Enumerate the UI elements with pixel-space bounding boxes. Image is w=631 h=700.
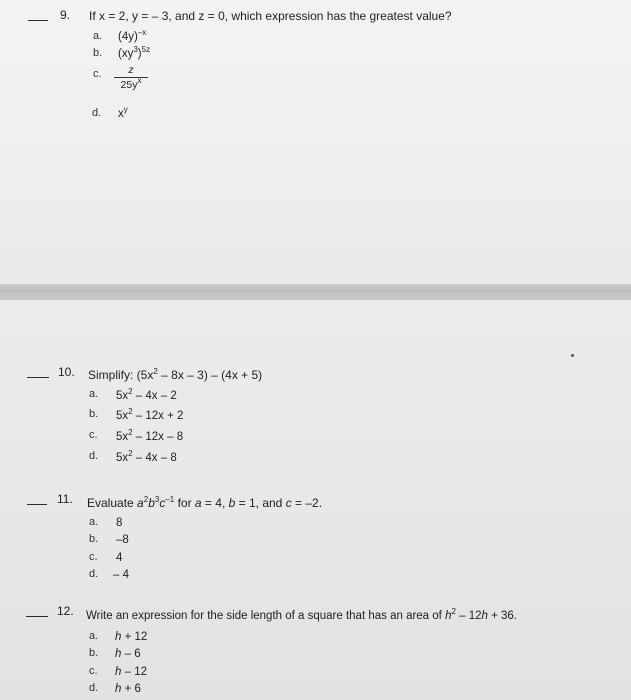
fraction-bar [114,77,148,78]
option-letter-9b: b. [93,47,103,59]
option-9d: $x^y$ [118,105,128,120]
option-12a: h + 12 [115,631,148,643]
option-letter-12b: b. [89,647,99,659]
specks [571,354,574,357]
option-12c: h – 12 [115,666,147,678]
option-letter-10d: d. [89,450,99,462]
option-letter-11a: a. [89,516,99,528]
answer-blank-q10 [27,377,49,378]
question-text-12: Write an expression for the side length of a square that has an area of $h^2 - 12h + 36$. [86,607,517,622]
option-letter-9d: d. [92,107,102,119]
page-gap [0,284,631,300]
option-letter-12c: c. [89,665,98,677]
option-10c: $5x^2 - 12x - 8$ [116,428,184,443]
option-letter-12a: a. [89,630,99,642]
option-letter-10c: c. [89,429,98,441]
option-9c-numerator: z [128,64,134,76]
option-10b: $5x^2 - 12x + 2$ [116,407,184,422]
question-text-10: Simplify: $(5x^2 - 8x - 3) - (4x + 5)$ [88,367,263,382]
worksheet-page-bottom [0,300,631,700]
question-number-12: 12. [57,604,74,618]
question-number-11: 11. [57,492,73,506]
option-letter-9c: c. [93,68,102,80]
option-9a: $(4y)^{-x}$ [118,28,147,43]
option-11b: –8 [116,534,129,546]
option-11c: 4 [116,552,123,564]
option-letter-11b: b. [89,533,99,545]
answer-blank-q11 [27,504,47,505]
option-12d: h + 6 [115,683,141,695]
question-text-9: If x = 2, y = – 3, and z = 0, which expression has the greatest value? [89,9,452,23]
answer-blank-q9 [28,20,48,21]
question-number-9: 9. [60,8,71,22]
option-9b: $(xy^3)^{5z}$ [118,45,151,60]
option-letter-10b: b. [89,408,99,420]
worksheet-page-top [0,0,631,284]
option-letter-12d: d. [89,682,99,694]
answer-blank-q12 [26,616,48,617]
option-10a: $5x^2 - 4x - 2$ [116,387,177,402]
option-9c-denominator: $25y^x$ [120,76,142,91]
option-11a: 8 [116,517,123,529]
option-10d: $5x^2 - 4x - 8$ [116,449,177,464]
option-letter-9a: a. [93,30,103,42]
option-letter-11d: d. [89,568,99,580]
option-letter-10a: a. [89,388,99,400]
question-number-10: 10. [58,365,75,379]
option-9c-fraction [114,64,148,91]
question-text-11: Evaluate $a^2b^3c^{-1}$ for a = 4, b = 1, and c = –2. [87,495,323,510]
option-12b: h – 6 [115,648,141,660]
option-11d: – 4 [113,569,129,581]
option-letter-11c: c. [89,551,98,563]
